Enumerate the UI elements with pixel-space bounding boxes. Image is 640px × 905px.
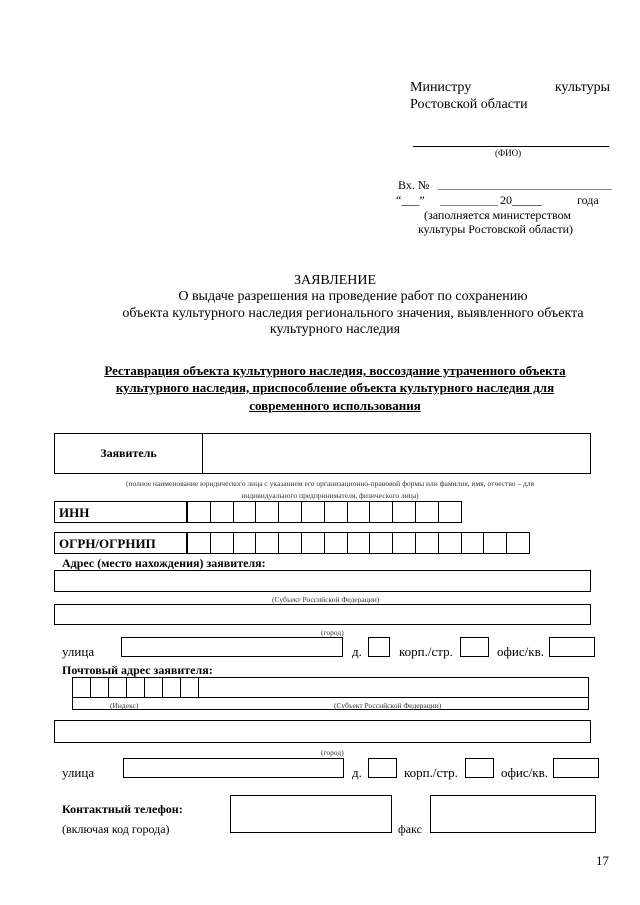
ogrn-digit-cell[interactable] bbox=[392, 532, 416, 554]
heading-line1: О выдаче разрешения на проведение работ по сохранению bbox=[178, 289, 528, 304]
address-subject-caption: (Субъект Российской Федерации) bbox=[272, 595, 380, 604]
address-street-label: улица bbox=[62, 644, 95, 659]
fio-caption: (ФИО) bbox=[495, 148, 522, 158]
postal-index-digit-cell[interactable] bbox=[162, 677, 181, 698]
address-house-field[interactable] bbox=[368, 637, 390, 657]
date-day[interactable]: “___” bbox=[396, 193, 425, 207]
fax-label: факс bbox=[398, 822, 422, 836]
ogrn-digit-cell[interactable] bbox=[324, 532, 348, 554]
postal-index-digit-cell[interactable] bbox=[126, 677, 145, 698]
note-line2: культуры Ростовской области) bbox=[418, 222, 574, 236]
applicant-caption-2: индивидуального предпринимателя, физического лица) bbox=[241, 491, 419, 500]
postal-caption-row bbox=[72, 698, 589, 710]
postal-office-field[interactable] bbox=[553, 758, 599, 778]
ogrn-digit-cell[interactable] bbox=[347, 532, 371, 554]
postal-house-field[interactable] bbox=[368, 758, 397, 778]
inn-digit-cell[interactable] bbox=[187, 501, 211, 523]
postal-index-digit-cell[interactable] bbox=[90, 677, 109, 698]
reg-number-label: Вх. № bbox=[398, 178, 430, 192]
inn-label-box bbox=[54, 501, 187, 523]
date-month-field[interactable] bbox=[440, 205, 498, 206]
ogrn-digit-cell[interactable] bbox=[210, 532, 234, 554]
ogrn-digit-cell[interactable] bbox=[187, 532, 211, 554]
addressee-line2: Ростовской области bbox=[410, 97, 528, 112]
inn-digit-cell[interactable] bbox=[347, 501, 371, 523]
phone-label: Контактный телефон: bbox=[62, 802, 183, 816]
page-number: 17 bbox=[596, 853, 609, 868]
applicant-caption-1: (полное наименование юридического лица с указанием его организационно-правовой формы или фамилия, имя, отчество – для bbox=[125, 479, 535, 488]
inn-digit-cell[interactable] bbox=[415, 501, 439, 523]
postal-office-label: офис/кв. bbox=[501, 765, 548, 780]
postal-index-caption: (Индекс) bbox=[110, 701, 139, 710]
inn-digit-cell[interactable] bbox=[324, 501, 348, 523]
postal-city-caption: (город) bbox=[321, 748, 344, 757]
postal-city-field[interactable] bbox=[54, 720, 591, 743]
inn-digit-cell[interactable] bbox=[438, 501, 462, 523]
applicant-table bbox=[54, 433, 591, 474]
ogrn-digit-cell[interactable] bbox=[369, 532, 393, 554]
postal-house-label: д. bbox=[352, 765, 362, 780]
date-year[interactable]: 20_____ bbox=[500, 193, 542, 207]
address-city-field[interactable] bbox=[54, 604, 591, 625]
address-heading: Адрес (место нахождения) заявителя: bbox=[62, 556, 266, 570]
subject-line3: современного использования bbox=[249, 398, 421, 413]
address-office-label: офис/кв. bbox=[497, 644, 544, 659]
ogrn-digit-cell[interactable] bbox=[255, 532, 279, 554]
ogrn-label-box bbox=[54, 532, 187, 554]
ogrn-label: ОГРН/ОГРНИП bbox=[59, 536, 156, 551]
postal-heading: Почтовый адрес заявителя: bbox=[62, 663, 213, 677]
page-title: ЗАЯВЛЕНИЕ bbox=[293, 273, 377, 288]
ogrn-digit-cell[interactable] bbox=[506, 532, 530, 554]
ogrn-digit-cell[interactable] bbox=[278, 532, 302, 554]
inn-digit-cell[interactable] bbox=[392, 501, 416, 523]
address-street-field[interactable] bbox=[121, 637, 343, 657]
inn-label: ИНН bbox=[59, 505, 90, 520]
phone-field[interactable] bbox=[230, 795, 392, 833]
address-house-label: д. bbox=[352, 644, 362, 659]
postal-index-digit-cell[interactable] bbox=[144, 677, 163, 698]
subject-line1: Реставрация объекта культурного наследия, воссоздание утраченного объекта bbox=[104, 363, 566, 378]
postal-index-digit-cell[interactable] bbox=[108, 677, 127, 698]
addressee-line1: Министру культуры bbox=[410, 80, 610, 95]
address-building-label: корп./стр. bbox=[399, 644, 453, 659]
address-building-field[interactable] bbox=[460, 637, 489, 657]
postal-index-digit-cell[interactable] bbox=[72, 677, 91, 698]
fio-line[interactable] bbox=[413, 146, 609, 147]
reg-number-field[interactable] bbox=[438, 189, 612, 190]
inn-digit-cell[interactable] bbox=[278, 501, 302, 523]
inn-digit-cell[interactable] bbox=[369, 501, 393, 523]
postal-street-field[interactable] bbox=[123, 758, 344, 778]
postal-building-field[interactable] bbox=[465, 758, 494, 778]
postal-subject-caption: (Субъект Российской Федерации) bbox=[334, 701, 442, 710]
applicant-field[interactable] bbox=[203, 434, 590, 473]
postal-building-label: корп./стр. bbox=[404, 765, 458, 780]
heading-line2: объекта культурного наследия регионального значения, выявленного объекта bbox=[122, 306, 584, 321]
ogrn-digit-cell[interactable] bbox=[483, 532, 507, 554]
inn-digit-cell[interactable] bbox=[233, 501, 257, 523]
subject-line2: культурного наследия, приспособление объекта культурного наследия для bbox=[115, 380, 555, 395]
phone-note: (включая код города) bbox=[62, 822, 170, 836]
inn-digit-cell[interactable] bbox=[210, 501, 234, 523]
ogrn-digit-cell[interactable] bbox=[415, 532, 439, 554]
address-office-field[interactable] bbox=[549, 637, 595, 657]
address-subject-field[interactable] bbox=[54, 570, 591, 592]
inn-digit-cell[interactable] bbox=[255, 501, 279, 523]
ogrn-digit-cell[interactable] bbox=[438, 532, 462, 554]
date-year-suffix: года bbox=[577, 193, 599, 207]
inn-digit-cell[interactable] bbox=[301, 501, 325, 523]
fax-field[interactable] bbox=[430, 795, 596, 833]
heading-line3: культурного наследия bbox=[269, 322, 401, 337]
address-city-caption: (город) bbox=[321, 628, 344, 637]
ogrn-digit-cell[interactable] bbox=[301, 532, 325, 554]
note-line1: (заполняется министерством bbox=[424, 208, 571, 222]
ogrn-digit-cell[interactable] bbox=[233, 532, 257, 554]
postal-index-digit-cell[interactable] bbox=[180, 677, 199, 698]
applicant-label: Заявитель bbox=[55, 434, 203, 473]
postal-street-label: улица bbox=[62, 765, 95, 780]
ogrn-digit-cell[interactable] bbox=[461, 532, 485, 554]
